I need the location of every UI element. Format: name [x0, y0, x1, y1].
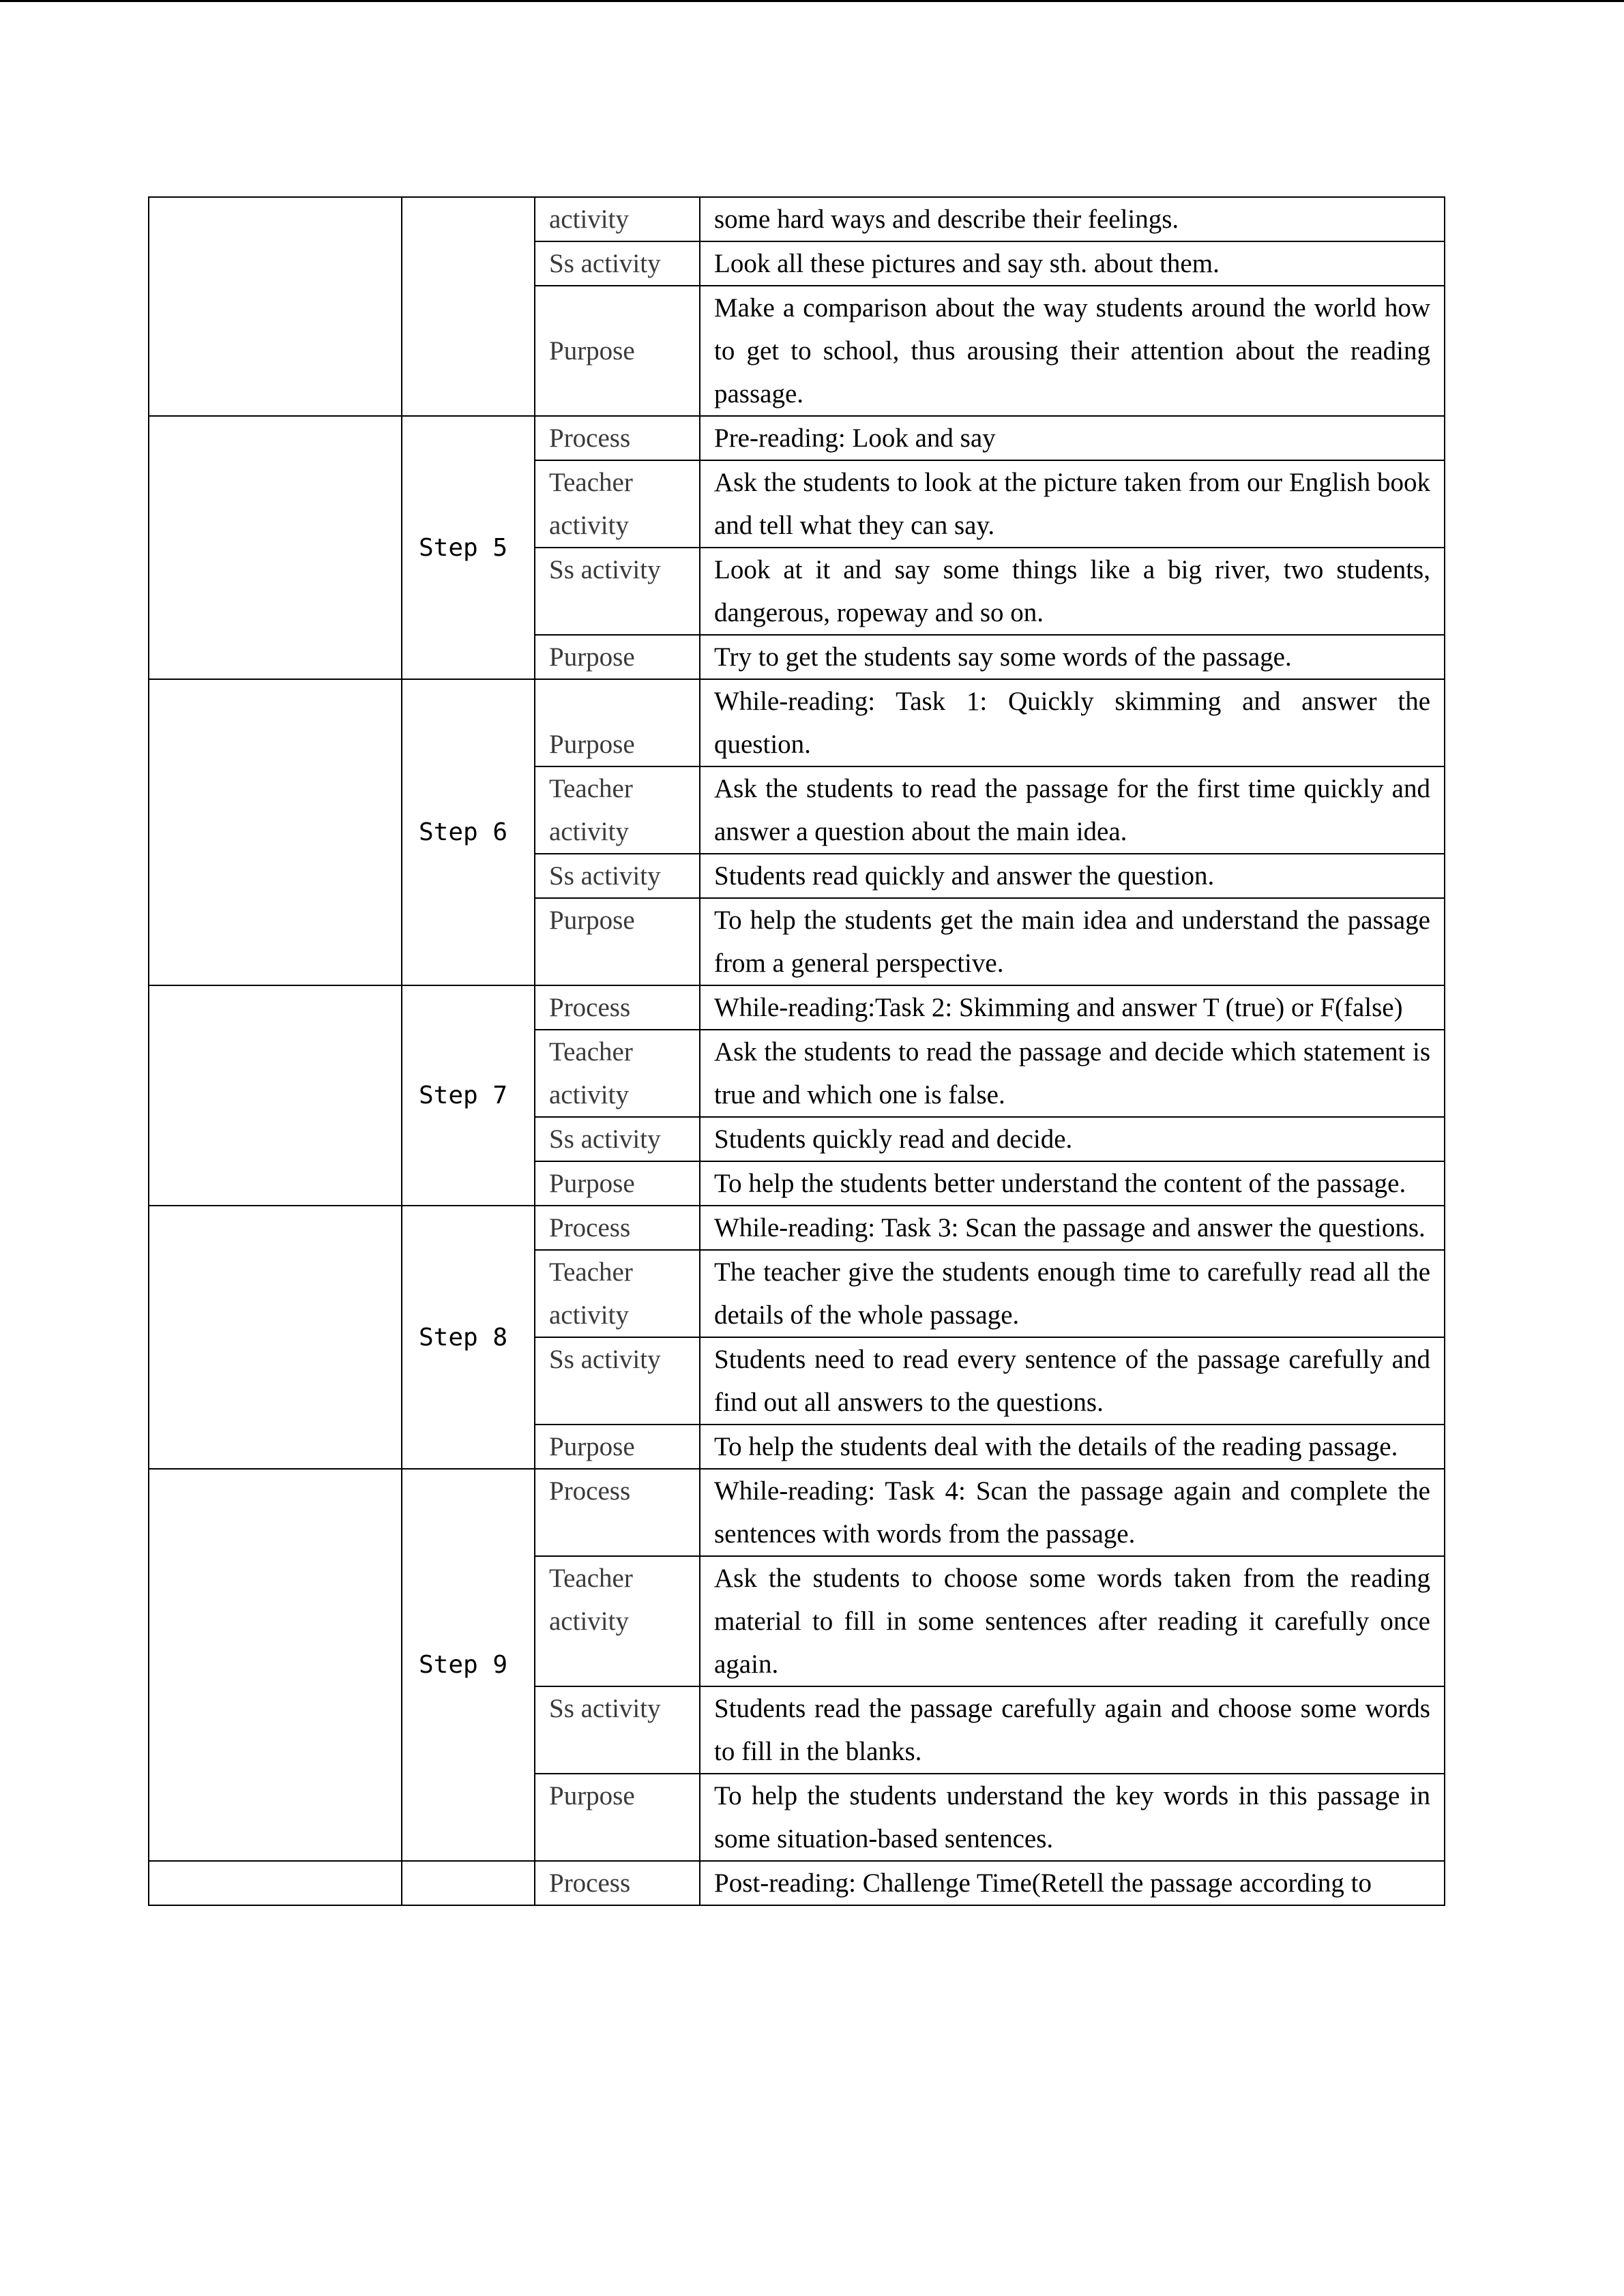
row-label: Teacher activity: [535, 460, 700, 548]
row-label: Ss activity: [535, 1337, 700, 1425]
row-content: Look at it and say some things like a big river, two students, dangerous, ropeway and so on.: [700, 548, 1445, 635]
stage-cell: [149, 1206, 402, 1469]
row-content: Students quickly read and decide.: [700, 1117, 1445, 1161]
row-label: Process: [535, 1861, 700, 1905]
row-content: Pre-reading: Look and say: [700, 416, 1445, 460]
table-row: [149, 197, 1445, 241]
row-content: While-reading: Task 3: Scan the passage and answer the questions.: [700, 1206, 1445, 1250]
stage-cell: [149, 1861, 402, 1905]
step-label: Step 9: [402, 1469, 535, 1861]
row-label: Purpose: [535, 1161, 700, 1206]
row-label: Ss activity: [535, 854, 700, 898]
row-content: Ask the students to read the passage and decide which statement is true and which one is false.: [700, 1030, 1445, 1117]
step-label: Step 6: [402, 679, 535, 985]
table-row: [149, 1861, 1445, 1905]
table-row: [149, 1206, 1445, 1250]
row-content: Post-reading: Challenge Time(Retell the passage according to: [700, 1861, 1445, 1905]
row-label: Teacher activity: [535, 1250, 700, 1337]
row-content: Students read the passage carefully again and choose some words to fill in the blanks.: [700, 1686, 1445, 1774]
row-content: Ask the students to read the passage for the first time quickly and answer a question about the main idea.: [700, 766, 1445, 854]
row-label: Ss activity: [535, 241, 700, 286]
table-row: [149, 1469, 1445, 1556]
row-content: Try to get the students say some words of the passage.: [700, 635, 1445, 679]
stage-cell: [149, 197, 402, 416]
row-label: Process: [535, 985, 700, 1030]
step-label: Step 8: [402, 1206, 535, 1469]
row-label: Purpose: [535, 898, 700, 985]
step-label: Step 5: [402, 416, 535, 679]
step-label: Step 7: [402, 985, 535, 1206]
row-content: Make a comparison about the way students around the world how to get to school, thus arousing their attention about the reading passage.: [700, 286, 1445, 416]
table-row: [149, 416, 1445, 460]
row-content: Students need to read every sentence of the passage carefully and find out all answers to the questions.: [700, 1337, 1445, 1425]
row-label: Process: [535, 416, 700, 460]
row-content: While-reading: Task 1: Quickly skimming and answer the question.: [700, 679, 1445, 766]
row-content: To help the students deal with the details of the reading passage.: [700, 1425, 1445, 1469]
row-label: Purpose: [535, 286, 700, 416]
row-content: Ask the students to look at the picture taken from our English book and tell what they can say.: [700, 460, 1445, 548]
row-label: Ss activity: [535, 548, 700, 635]
stage-cell: [149, 679, 402, 985]
row-label: activity: [535, 197, 700, 241]
row-label: Process: [535, 1206, 700, 1250]
row-label: Ss activity: [535, 1686, 700, 1774]
stage-cell: [149, 1469, 402, 1861]
row-label: Process: [535, 1469, 700, 1556]
row-label: Teacher activity: [535, 1030, 700, 1117]
page-top-border: [0, 0, 1624, 2]
lesson-plan-table: [148, 196, 1445, 1906]
row-content: Ask the students to choose some words taken from the reading material to fill in some sentences after reading it carefully once again.: [700, 1556, 1445, 1686]
stage-cell: [149, 985, 402, 1206]
row-content: To help the students get the main idea and understand the passage from a general perspective.: [700, 898, 1445, 985]
row-content: Look all these pictures and say sth. about them.: [700, 241, 1445, 286]
table-row: [149, 985, 1445, 1030]
row-label: Teacher activity: [535, 1556, 700, 1686]
row-label: Purpose: [535, 635, 700, 679]
row-label: Purpose: [535, 1774, 700, 1861]
row-label: Purpose: [535, 679, 700, 766]
step-label: [402, 197, 535, 416]
row-content: To help the students understand the key words in this passage in some situation-based sentences.: [700, 1774, 1445, 1861]
table-row: [149, 679, 1445, 766]
row-content: To help the students better understand the content of the passage.: [700, 1161, 1445, 1206]
row-label: Teacher activity: [535, 766, 700, 854]
row-content: While-reading: Task 4: Scan the passage again and complete the sentences with words from the passage.: [700, 1469, 1445, 1556]
row-label: Ss activity: [535, 1117, 700, 1161]
stage-cell: [149, 416, 402, 679]
step-label: [402, 1861, 535, 1905]
row-content: While-reading:Task 2: Skimming and answer T (true) or F(false): [700, 985, 1445, 1030]
row-content: Students read quickly and answer the question.: [700, 854, 1445, 898]
row-content: some hard ways and describe their feelings.: [700, 197, 1445, 241]
row-content: The teacher give the students enough time to carefully read all the details of the whole passage.: [700, 1250, 1445, 1337]
row-label: Purpose: [535, 1425, 700, 1469]
